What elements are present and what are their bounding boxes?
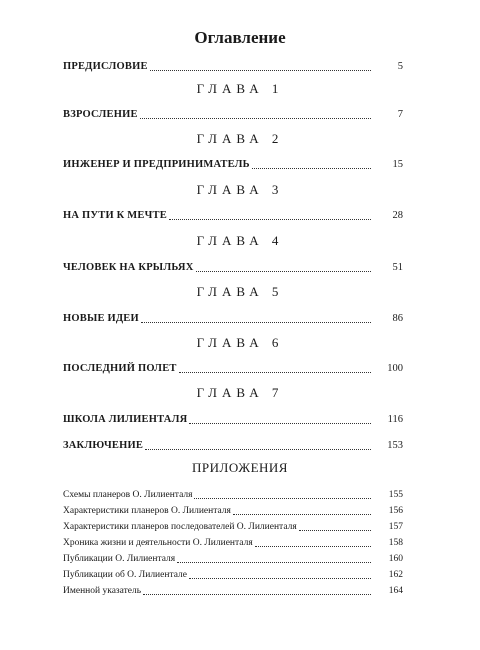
toc-entry <box>63 310 403 326</box>
appendix-heading: ПРИЛОЖЕНИЯ <box>192 460 288 475</box>
page-title: Оглавление <box>194 28 286 47</box>
toc-entry <box>63 106 403 122</box>
toc-entry-label: НОВЫЕ ИДЕИ <box>63 313 139 324</box>
toc-entry-page: 7 <box>397 109 403 120</box>
dot-leader <box>145 448 371 450</box>
toc-entry <box>63 360 403 376</box>
toc-entry <box>63 58 403 74</box>
appendix-entry <box>63 504 403 518</box>
dot-leader <box>143 593 371 595</box>
chapter-heading: ГЛАВА 1 <box>196 81 284 96</box>
appendix-entry-label: Характеристики планеров О. Лилиенталя <box>63 506 231 516</box>
dot-leader <box>189 422 371 424</box>
toc-entry-page: 51 <box>392 262 403 273</box>
toc-entry-label: ПОСЛЕДНИЙ ПОЛЕТ <box>63 363 177 374</box>
appendix-entry <box>63 520 403 534</box>
chapter-heading: ГЛАВА 6 <box>196 335 284 350</box>
dot-leader <box>233 513 371 515</box>
chapter-heading: ГЛАВА 2 <box>196 131 284 146</box>
appendix-entry-page: 162 <box>388 570 403 580</box>
dot-leader <box>189 577 371 579</box>
toc-entry-label: НА ПУТИ К МЕЧТЕ <box>63 210 167 221</box>
dot-leader <box>150 69 371 71</box>
dot-leader <box>177 561 371 563</box>
appendix-entry-label: Именной указатель <box>63 586 142 596</box>
chapter-heading: ГЛАВА 5 <box>196 284 284 299</box>
appendix-entry <box>63 584 403 598</box>
toc-entry-page: 100 <box>387 363 403 374</box>
appendix-entry <box>63 552 403 566</box>
toc-entry <box>63 437 403 453</box>
toc-entry-page: 153 <box>387 440 403 451</box>
toc-entry-page: 28 <box>392 210 403 221</box>
toc-entry-label: ЧЕЛОВЕК НА КРЫЛЬЯХ <box>63 262 194 273</box>
dot-leader <box>252 167 371 169</box>
appendix-entry-label: Характеристики планеров последователей О. Лилиенталя <box>63 522 297 532</box>
dot-leader <box>141 321 371 323</box>
appendix-entry-page: 155 <box>388 490 403 500</box>
dot-leader <box>255 545 371 547</box>
dot-leader <box>169 218 371 220</box>
toc-entry-label: ПРЕДИСЛОВИЕ <box>63 61 148 72</box>
appendix-entry-label: Публикации О. Лилиенталя <box>63 554 176 564</box>
toc-entry-page: 116 <box>387 414 403 425</box>
toc-entry-label: ШКОЛА ЛИЛИЕНТАЛЯ <box>63 414 188 425</box>
appendix-entry <box>63 488 403 502</box>
toc-entry-page: 5 <box>397 61 403 72</box>
toc-entry <box>63 156 403 172</box>
toc-entry-label: ЗАКЛЮЧЕНИЕ <box>63 440 144 451</box>
toc-entry <box>63 207 403 223</box>
toc-entry <box>63 411 403 427</box>
appendix-entry <box>63 536 403 550</box>
toc-entry-page: 86 <box>392 313 403 324</box>
chapter-heading: ГЛАВА 3 <box>196 182 284 197</box>
appendix-entry-page: 156 <box>388 506 403 516</box>
appendix-entry-page: 158 <box>388 538 403 548</box>
dot-leader <box>196 270 372 272</box>
appendix-entry-label: Схемы планеров О. Лилиенталя <box>63 490 193 500</box>
chapter-heading: ГЛАВА 4 <box>196 233 284 248</box>
dot-leader <box>179 371 371 373</box>
toc-entry-label: ИНЖЕНЕР И ПРЕДПРИНИМАТЕЛЬ <box>63 159 250 170</box>
appendix-entry-label: Публикации об О. Лилиентале <box>63 570 187 580</box>
appendix-entry-page: 160 <box>388 554 403 564</box>
toc-entry <box>63 259 403 275</box>
dot-leader <box>194 497 371 499</box>
appendix-entry-page: 157 <box>388 522 403 532</box>
toc-entry-page: 15 <box>392 159 403 170</box>
appendix-entry <box>63 568 403 582</box>
toc-entry-label: ВЗРОСЛЕНИЕ <box>63 109 138 120</box>
appendix-entry-page: 164 <box>388 586 403 596</box>
dot-leader <box>299 529 371 531</box>
dot-leader <box>140 117 371 119</box>
chapter-heading: ГЛАВА 7 <box>196 385 284 400</box>
appendix-entry-label: Хроника жизни и деятельности О. Лилиенталя <box>63 538 253 548</box>
